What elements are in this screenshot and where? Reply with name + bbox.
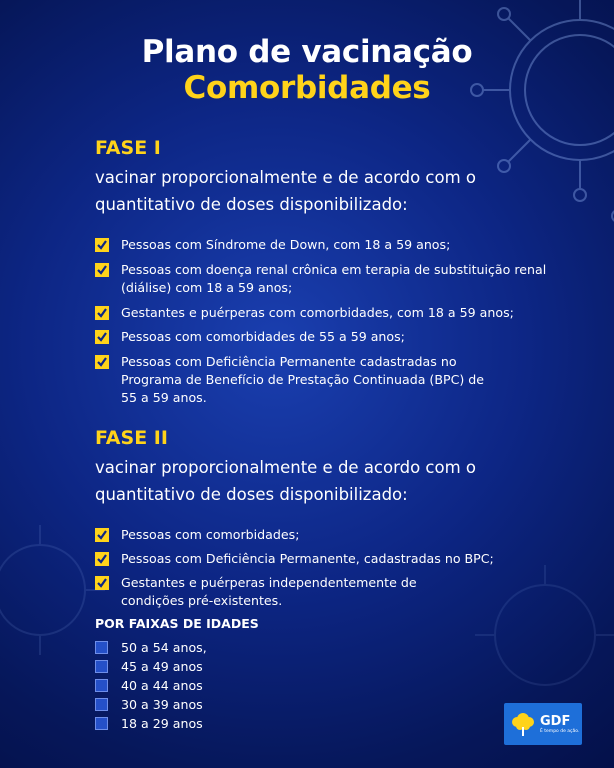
ipe-tree-logo-icon <box>510 710 536 738</box>
list-item <box>95 550 565 568</box>
age-group-label: 45 a 49 anos <box>121 659 203 674</box>
virus-illustration <box>470 560 614 710</box>
gdf-logo <box>504 703 582 745</box>
logo-slogan: É tempo de ação. <box>540 728 580 734</box>
checkbox-empty-icon <box>95 717 108 730</box>
age-group-label: 40 a 44 anos <box>121 678 203 693</box>
checkbox-checked-icon <box>95 263 109 277</box>
phase2-title: FASE II <box>95 427 168 449</box>
list-item-text: Pessoas com comorbidades de 55 a 59 anos; <box>121 329 405 344</box>
checkbox-checked-icon <box>95 330 109 344</box>
title-line-2: Comorbidades <box>183 70 431 106</box>
list-item-text: Pessoas com comorbidades; <box>121 527 300 542</box>
list-item <box>95 574 425 610</box>
checkbox-checked-icon <box>95 528 109 542</box>
checkbox-empty-icon <box>95 660 108 673</box>
age-group-label: 18 a 29 anos <box>121 716 203 731</box>
checkbox-checked-icon <box>95 355 109 369</box>
list-item <box>95 659 203 674</box>
logo-name: GDF <box>540 713 571 729</box>
list-item <box>95 328 565 346</box>
phase1-title: FASE I <box>95 137 161 159</box>
phase2-description: vacinar proporcionalmente e de acordo com o quantitativo de doses disponibilizado: <box>95 458 476 504</box>
checkbox-checked-icon <box>95 576 109 590</box>
title-line-1: Plano de vacinação <box>141 34 473 70</box>
list-item <box>95 640 207 655</box>
list-item-text: Gestantes e puérperas com comorbidades, com 18 a 59 anos; <box>121 305 514 320</box>
checkbox-empty-icon <box>95 698 108 711</box>
list-item <box>95 353 495 407</box>
list-item-text: Gestantes e puérperas independentemente de condições pré-existentes. <box>121 575 417 608</box>
list-item-text: Pessoas com doença renal crônica em terapia de substituição renal (diálise) com 18 a 59 anos; <box>121 262 547 295</box>
page-title <box>0 34 614 106</box>
checkbox-empty-icon <box>95 641 108 654</box>
list-item <box>95 678 203 693</box>
checkbox-empty-icon <box>95 679 108 692</box>
checkbox-checked-icon <box>95 238 109 252</box>
list-item-text: Pessoas com Síndrome de Down, com 18 a 59 anos; <box>121 237 451 252</box>
list-item <box>95 526 565 544</box>
virus-illustration <box>0 520 110 660</box>
list-item <box>95 716 203 731</box>
list-item <box>95 261 565 297</box>
list-item-text: Pessoas com Deficiência Permanente cadastradas no Programa de Benefício de Prestação Continuada (BPC) de 55 a 59 anos. <box>121 354 485 405</box>
checkbox-checked-icon <box>95 552 109 566</box>
list-item <box>95 304 565 322</box>
age-group-label: 30 a 39 anos <box>121 697 203 712</box>
phase1-description: vacinar proporcionalmente e de acordo com o quantitativo de doses disponibilizado: <box>95 168 476 214</box>
checkbox-checked-icon <box>95 306 109 320</box>
list-item <box>95 697 203 712</box>
list-item <box>95 236 565 254</box>
age-group-label: 50 a 54 anos, <box>121 640 207 655</box>
list-item-text: Pessoas com Deficiência Permanente, cadastradas no BPC; <box>121 551 494 566</box>
age-groups-heading: POR FAIXAS DE IDADES <box>95 616 259 631</box>
